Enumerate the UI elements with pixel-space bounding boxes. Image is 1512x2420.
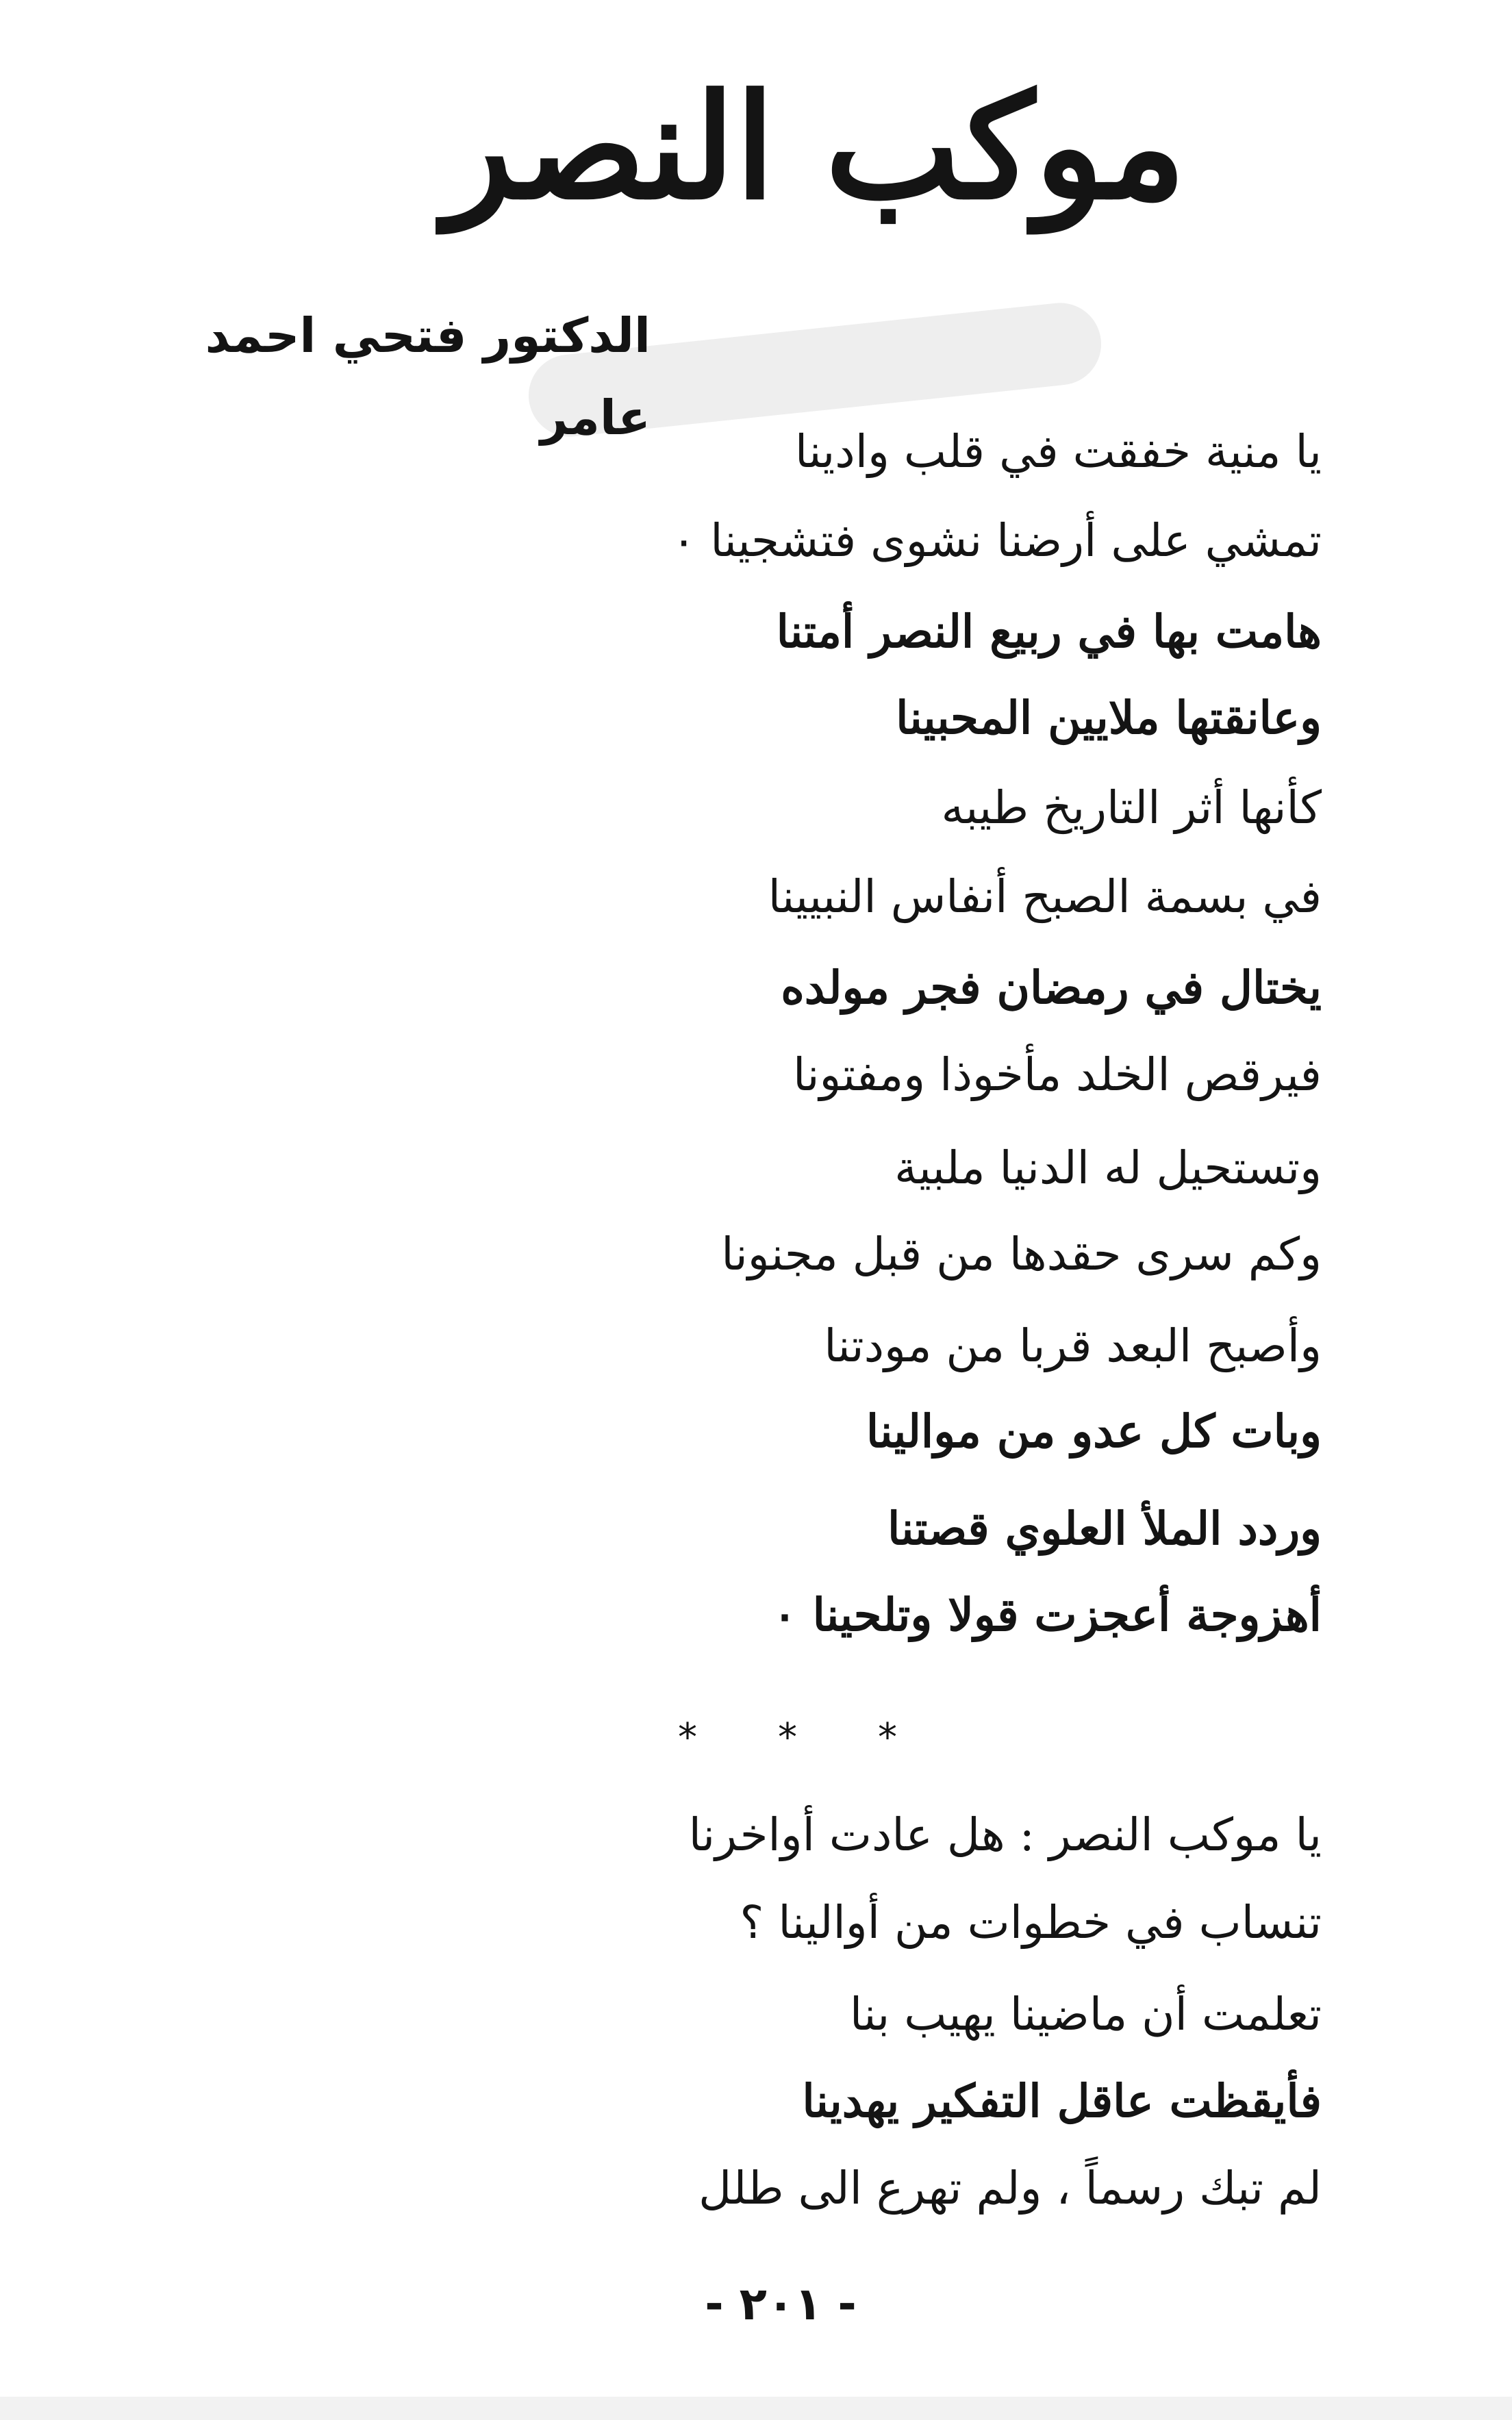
- verse-line: تنساب في خطوات من أوالينا ؟: [740, 1896, 1322, 1949]
- poem-verses-2: [562, 1801, 1322, 2280]
- verse-line: تمشي على أرضنا نشوى فتشجينا ٠: [671, 514, 1322, 567]
- verse-line: وأصبح البعد قربا من مودتنا: [824, 1320, 1322, 1372]
- verse-line: كأنها أثر التاريخ طيبه: [941, 781, 1322, 834]
- star-glyph: *: [878, 1715, 897, 1760]
- star-glyph: *: [678, 1715, 697, 1760]
- poem-title: موكب النصر: [444, 62, 1186, 231]
- verse-line: يختال في رمضان فجر مولده: [781, 961, 1322, 1014]
- verse-line: لم تبك رسماً ، ولم تهرع الى طلل: [698, 2162, 1322, 2215]
- verse-line: وتستحيل له الدنيا ملبية: [894, 1142, 1322, 1194]
- verse-line: تعلمت أن ماضينا يهيب بنا: [849, 1988, 1322, 2041]
- verse-line: فيرقص الخلد مأخوذا ومفتونا: [793, 1048, 1322, 1101]
- verse-line: يا موكب النصر : هل عادت أواخرنا: [688, 1808, 1322, 1861]
- verse-line: وردد الملأ العلوي قصتنا: [887, 1502, 1322, 1555]
- verse-line: وعانقتها ملايين المحبينا: [896, 691, 1322, 744]
- verse-line: وكم سرى حقدها من قبل مجنونا: [721, 1228, 1322, 1281]
- verse-line: أهزوجة أعجزت قولا وتلحينا ٠: [772, 1588, 1322, 1641]
- verse-line: يا منية خفقت في قلب وادينا: [794, 425, 1322, 478]
- verse-line: هامت بها في ربيع النصر أمتنا: [776, 605, 1322, 658]
- section-separator: [678, 1704, 897, 1772]
- verse-line: وبات كل عدو من موالينا: [866, 1404, 1322, 1458]
- page-number: - ٢٠١ -: [705, 2278, 857, 2330]
- author-name: الدكتور فتحي احمد عامر: [205, 307, 651, 446]
- star-glyph: *: [778, 1715, 797, 1760]
- verse-line: في بسمة الصبح أنفاس النبيينا: [768, 870, 1322, 923]
- bottom-border: [0, 2397, 1512, 2420]
- verse-line: فأيقظت عاقل التفكير يهدينا: [802, 2074, 1322, 2128]
